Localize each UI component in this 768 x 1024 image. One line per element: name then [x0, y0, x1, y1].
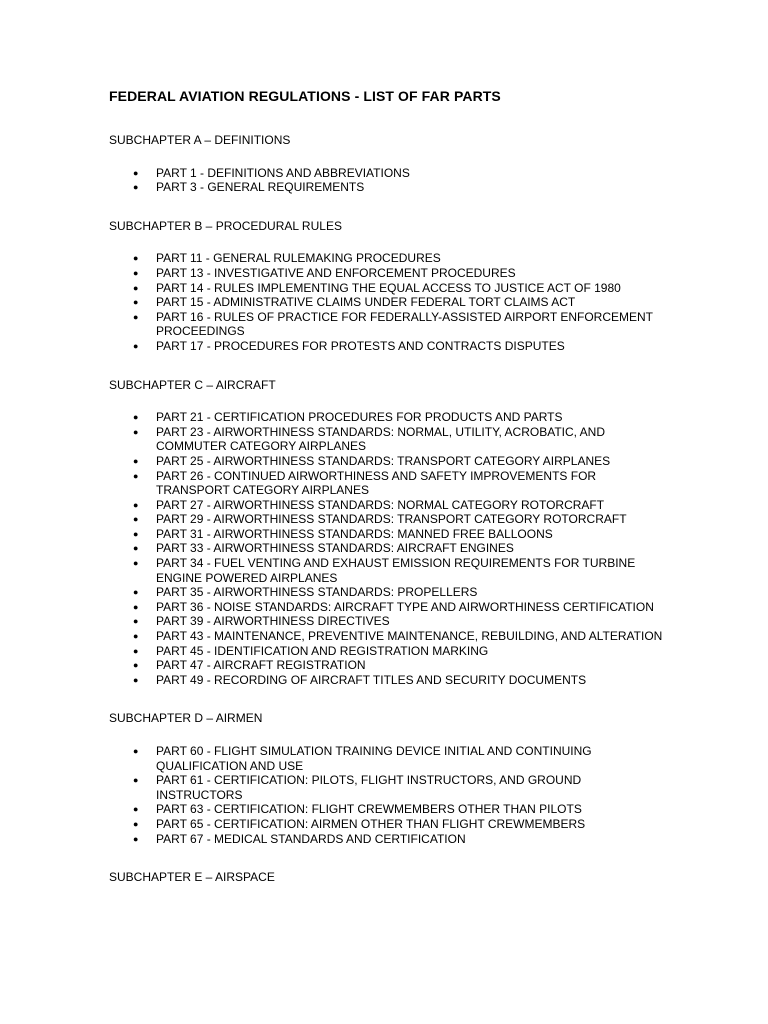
bullet-icon: ●: [133, 674, 139, 685]
bullet-icon: ●: [133, 412, 139, 423]
part-label: PART 23 - AIRWORTHINESS STANDARDS: NORMAL, UTILITY, ACROBATIC, AND COMMUTER CATEGORY AIRPLANES: [156, 424, 605, 454]
part-label: PART 33 - AIRWORTHINESS STANDARDS: AIRCRAFT ENGINES: [156, 541, 514, 556]
subchapter-heading: SUBCHAPTER E – AIRSPACE: [109, 870, 275, 885]
part-list-item: [109, 556, 669, 585]
part-label: PART 11 - GENERAL RULEMAKING PROCEDURES: [156, 251, 441, 266]
bullet-icon: ●: [133, 528, 139, 539]
bullet-icon: ●: [133, 631, 139, 642]
part-label: PART 1 - DEFINITIONS AND ABBREVIATIONS: [156, 165, 410, 180]
bullet-icon: ●: [133, 558, 139, 569]
bullet-icon: ●: [133, 267, 139, 278]
bullet-icon: ●: [133, 833, 139, 844]
bullet-icon: ●: [133, 587, 139, 598]
part-label: PART 29 - AIRWORTHINESS STANDARDS: TRANSPORT CATEGORY ROTORCRAFT: [156, 512, 627, 527]
part-list-item: [109, 744, 669, 773]
part-label: PART 63 - CERTIFICATION: FLIGHT CREWMEMBERS OTHER THAN PILOTS: [156, 802, 582, 817]
part-label: PART 25 - AIRWORTHINESS STANDARDS: TRANSPORT CATEGORY AIRPLANES: [156, 453, 611, 468]
part-list-item: [109, 541, 669, 556]
part-label: PART 14 - RULES IMPLEMENTING THE EQUAL ACCESS TO JUSTICE ACT OF 1980: [156, 280, 621, 295]
part-label: PART 17 - PROCEDURES FOR PROTESTS AND CONTRACTS DISPUTES: [156, 338, 565, 353]
part-label: PART 49 - RECORDING OF AIRCRAFT TITLES AND SECURITY DOCUMENTS: [156, 672, 587, 687]
part-list-item: [109, 644, 669, 659]
part-label: PART 65 - CERTIFICATION: AIRMEN OTHER THAN FLIGHT CREWMEMBERS: [156, 816, 586, 831]
subchapter-heading: SUBCHAPTER D – AIRMEN: [109, 711, 263, 726]
bullet-icon: ●: [133, 426, 139, 437]
part-label: PART 21 - CERTIFICATION PROCEDURES FOR PRODUCTS AND PARTS: [156, 410, 563, 425]
part-list-item: [109, 658, 669, 673]
part-list-item: [109, 166, 669, 181]
subchapter-list: [109, 133, 669, 885]
bullet-icon: ●: [133, 311, 139, 322]
part-list-item: [109, 266, 669, 281]
part-label: PART 45 - IDENTIFICATION AND REGISTRATION MARKING: [156, 643, 489, 658]
part-label: PART 34 - FUEL VENTING AND EXHAUST EMISSION REQUIREMENTS FOR TURBINE ENGINE POWERED AIRPLANES: [156, 556, 636, 585]
part-list-item: [109, 410, 669, 425]
part-list-item: [109, 425, 669, 454]
part-list-item: [109, 310, 669, 339]
part-list-item: [109, 832, 669, 847]
part-label: PART 35 - AIRWORTHINESS STANDARDS: PROPELLERS: [156, 585, 478, 600]
bullet-icon: ●: [133, 645, 139, 656]
bullet-icon: ●: [133, 253, 139, 264]
bullet-icon: ●: [133, 167, 139, 178]
part-list-item: [109, 817, 669, 832]
document-title: FEDERAL AVIATION REGULATIONS - LIST OF FAR PARTS: [109, 88, 501, 104]
part-list: [109, 251, 669, 353]
part-label: PART 36 - NOISE STANDARDS: AIRCRAFT TYPE AND AIRWORTHINESS CERTIFICATION: [156, 599, 654, 614]
bullet-icon: ●: [133, 543, 139, 554]
bullet-icon: ●: [133, 514, 139, 525]
bullet-icon: ●: [133, 470, 139, 481]
part-list-item: [109, 673, 669, 688]
bullet-icon: ●: [133, 499, 139, 510]
bullet-icon: ●: [133, 660, 139, 671]
part-list-item: [109, 498, 669, 513]
part-label: PART 61 - CERTIFICATION: PILOTS, FLIGHT INSTRUCTORS, AND GROUND INSTRUCTORS: [156, 773, 582, 802]
part-label: PART 47 - AIRCRAFT REGISTRATION: [156, 658, 366, 673]
bullet-icon: ●: [133, 804, 139, 815]
part-list: [109, 166, 669, 195]
part-list-item: [109, 629, 669, 644]
part-list-item: [109, 600, 669, 615]
part-label: PART 31 - AIRWORTHINESS STANDARDS: MANNED FREE BALLOONS: [156, 526, 553, 541]
part-list-item: [109, 251, 669, 266]
part-label: PART 60 - FLIGHT SIMULATION TRAINING DEVICE INITIAL AND CONTINUING QUALIFICATION AND USE: [156, 744, 592, 773]
part-list-item: [109, 180, 669, 195]
subchapter-heading: SUBCHAPTER A – DEFINITIONS: [109, 133, 291, 147]
part-list-item: [109, 512, 669, 527]
subchapter-section: [109, 870, 669, 885]
subchapter-section: [109, 219, 669, 354]
bullet-icon: ●: [133, 616, 139, 627]
part-label: PART 39 - AIRWORTHINESS DIRECTIVES: [156, 614, 390, 629]
part-list-item: [109, 802, 669, 817]
bullet-icon: ●: [133, 297, 139, 308]
bullet-icon: ●: [133, 818, 139, 829]
part-list-item: [109, 454, 669, 469]
part-label: PART 67 - MEDICAL STANDARDS AND CERTIFICATION: [156, 831, 466, 846]
subchapter-section: [109, 378, 669, 688]
part-label: PART 43 - MAINTENANCE, PREVENTIVE MAINTENANCE, REBUILDING, AND ALTERATION: [156, 629, 663, 644]
subchapter-section: [109, 133, 669, 195]
part-label: PART 15 - ADMINISTRATIVE CLAIMS UNDER FEDERAL TORT CLAIMS ACT: [156, 295, 576, 310]
part-list-item: [109, 614, 669, 629]
part-list-item: [109, 339, 669, 354]
bullet-icon: ●: [133, 775, 139, 786]
bullet-icon: ●: [133, 455, 139, 466]
document-page: [109, 86, 669, 885]
part-label: PART 3 - GENERAL REQUIREMENTS: [156, 180, 365, 195]
part-list-item: [109, 773, 669, 802]
bullet-icon: ●: [133, 282, 139, 293]
part-list-item: [109, 469, 669, 498]
part-list: [109, 410, 669, 687]
part-label: PART 27 - AIRWORTHINESS STANDARDS: NORMAL CATEGORY ROTORCRAFT: [156, 497, 605, 512]
part-list-item: [109, 281, 669, 296]
part-list: [109, 744, 669, 846]
part-list-item: [109, 585, 669, 600]
part-label: PART 13 - INVESTIGATIVE AND ENFORCEMENT PROCEDURES: [156, 265, 516, 280]
bullet-icon: ●: [133, 746, 139, 756]
bullet-icon: ●: [133, 182, 139, 193]
part-list-item: [109, 527, 669, 542]
subchapter-heading: SUBCHAPTER C – AIRCRAFT: [109, 377, 276, 392]
subchapter-section: [109, 711, 669, 846]
bullet-icon: ●: [133, 340, 139, 351]
part-label: PART 26 - CONTINUED AIRWORTHINESS AND SAFETY IMPROVEMENTS FOR TRANSPORT CATEGORY AIRPLANES: [156, 468, 597, 498]
part-label: PART 16 - RULES OF PRACTICE FOR FEDERALLY-ASSISTED AIRPORT ENFORCEMENT PROCEEDINGS: [156, 309, 653, 339]
subchapter-heading: SUBCHAPTER B – PROCEDURAL RULES: [109, 218, 342, 233]
part-list-item: [109, 295, 669, 310]
bullet-icon: ●: [133, 601, 139, 612]
